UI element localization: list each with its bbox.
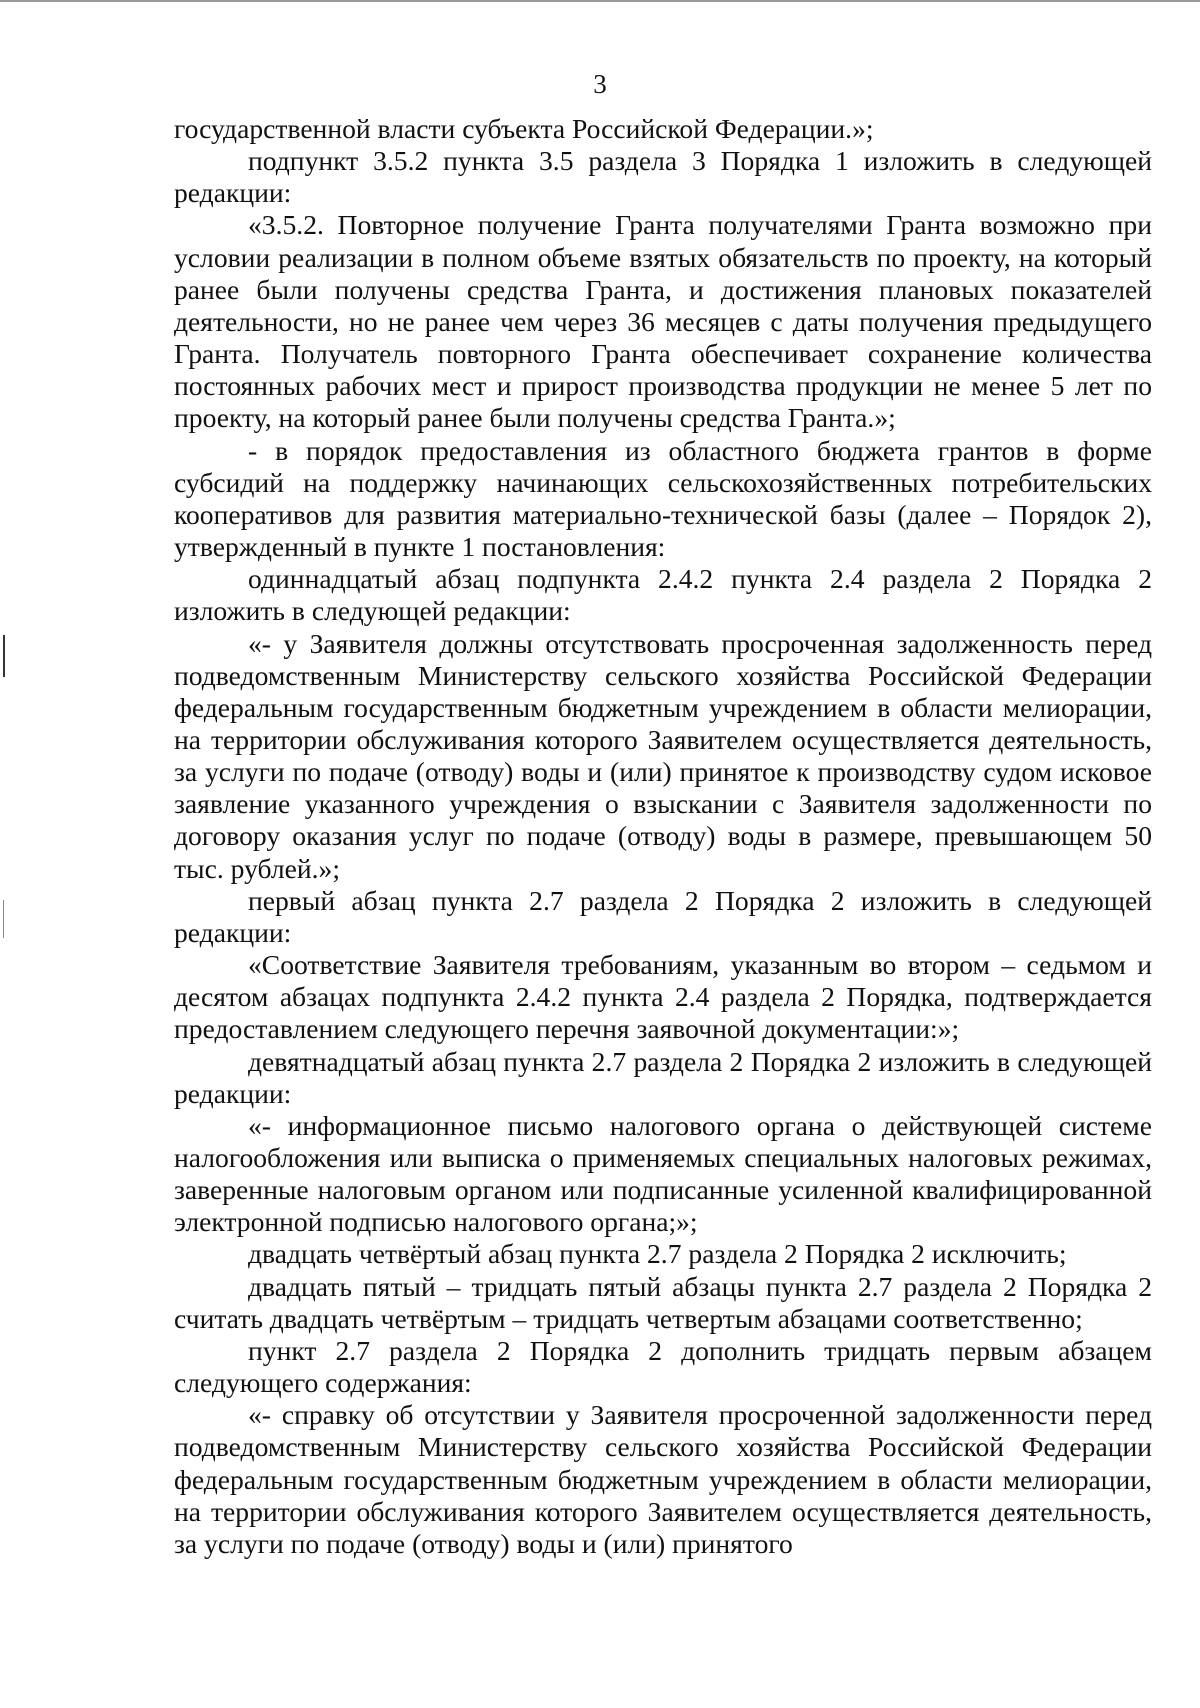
paragraph: «3.5.2. Повторное получение Гранта получателями Гранта возможно при условии реализации в полном объеме взятых обязательств по проекту, на который ранее были получены средства Гранта, и достижения плановых показателей деятельности, но не ранее чем через 36 месяцев с даты получения предыдущего Гранта. Получатель повторного Гранта обеспечивает сохранение количества постоянных рабочих мест и прирост производства продукции не менее 5 лет по проекту, на который ранее были получены средства Гранта.»; (174, 209, 1152, 434)
paragraph: «- информационное письмо налогового органа о действующей системе налогообложения или выписка о применяемых специальных налоговых режимах, заверенные налоговым органом или подписанные усиленной квалифицированной электронной подписью налогового органа;»; (174, 1109, 1152, 1238)
paragraph: девятнадцатый абзац пункта 2.7 раздела 2 Порядка 2 изложить в следующей редакции: (174, 1045, 1152, 1109)
paragraph: пункт 2.7 раздела 2 Порядка 2 дополнить тридцать первым абзацем следующего содержания: (174, 1334, 1152, 1399)
scan-margin-mark (3, 635, 5, 677)
paragraph: «Соответствие Заявителя требованиям, указанным во втором – седьмом и десятом абзацах подпункта 2.4.2 пункта 2.4 раздела 2 Порядка, подтверждается предоставлением следующего перечня заявочной документации:»; (174, 949, 1152, 1045)
paragraph: подпункт 3.5.2 пункта 3.5 раздела 3 Порядка 1 изложить в следующей редакции: (174, 145, 1152, 209)
scan-top-edge (0, 0, 1200, 2)
paragraph: одиннадцатый абзац подпункта 2.4.2 пункта 2.4 раздела 2 Порядка 2 изложить в следующей редакции: (174, 563, 1152, 627)
document-body (174, 113, 1152, 1560)
paragraph: «- справку об отсутствии у Заявителя просроченной задолженности перед подведомственным Министерству сельского хозяйства Российской Федерации федеральным государственным бюджетным учреждением в области мелиорации, на территории обслуживания которого Заявителем осуществляется деятельность, за услуги по подаче (отводу) воды и (или) принятого (174, 1399, 1152, 1559)
paragraph: «- у Заявителя должны отсутствовать просроченная задолженность перед подведомственным Министерству сельского хозяйства Российской Федерации федеральным государственным бюджетным учреждением в области мелиорации, на территории обслуживания которого Заявителем осуществляется деятельность, за услуги по подаче (отводу) воды и (или) принятое к производству судом исковое заявление указанного учреждения о взыскании с Заявителя задолженности по договору оказания услуг по подаче (отводу) воды в размере, превышающем 50 тыс. рублей.»; (174, 627, 1152, 884)
paragraph: - в порядок предоставления из областного бюджета грантов в форме субсидий на поддержку начинающих сельскохозяйственных потребительских кооперативов для развития материально-технической базы (далее – Порядок 2), утвержденный в пункте 1 постановления: (174, 434, 1152, 563)
paragraph: первый абзац пункта 2.7 раздела 2 Порядка 2 изложить в следующей редакции: (174, 884, 1152, 948)
paragraph: двадцать четвёртый абзац пункта 2.7 раздела 2 Порядка 2 исключить; (248, 1238, 1067, 1270)
paragraph: государственной власти субъекта Российской Федерации.»; (174, 113, 874, 144)
paragraph: двадцать пятый – тридцать пятый абзацы пункта 2.7 раздела 2 Порядка 2 считать двадцать четвёртым – тридцать четвертым абзацами соответственно; (174, 1270, 1152, 1334)
scan-margin-mark (3, 900, 4, 938)
page-number: 3 (593, 69, 607, 99)
